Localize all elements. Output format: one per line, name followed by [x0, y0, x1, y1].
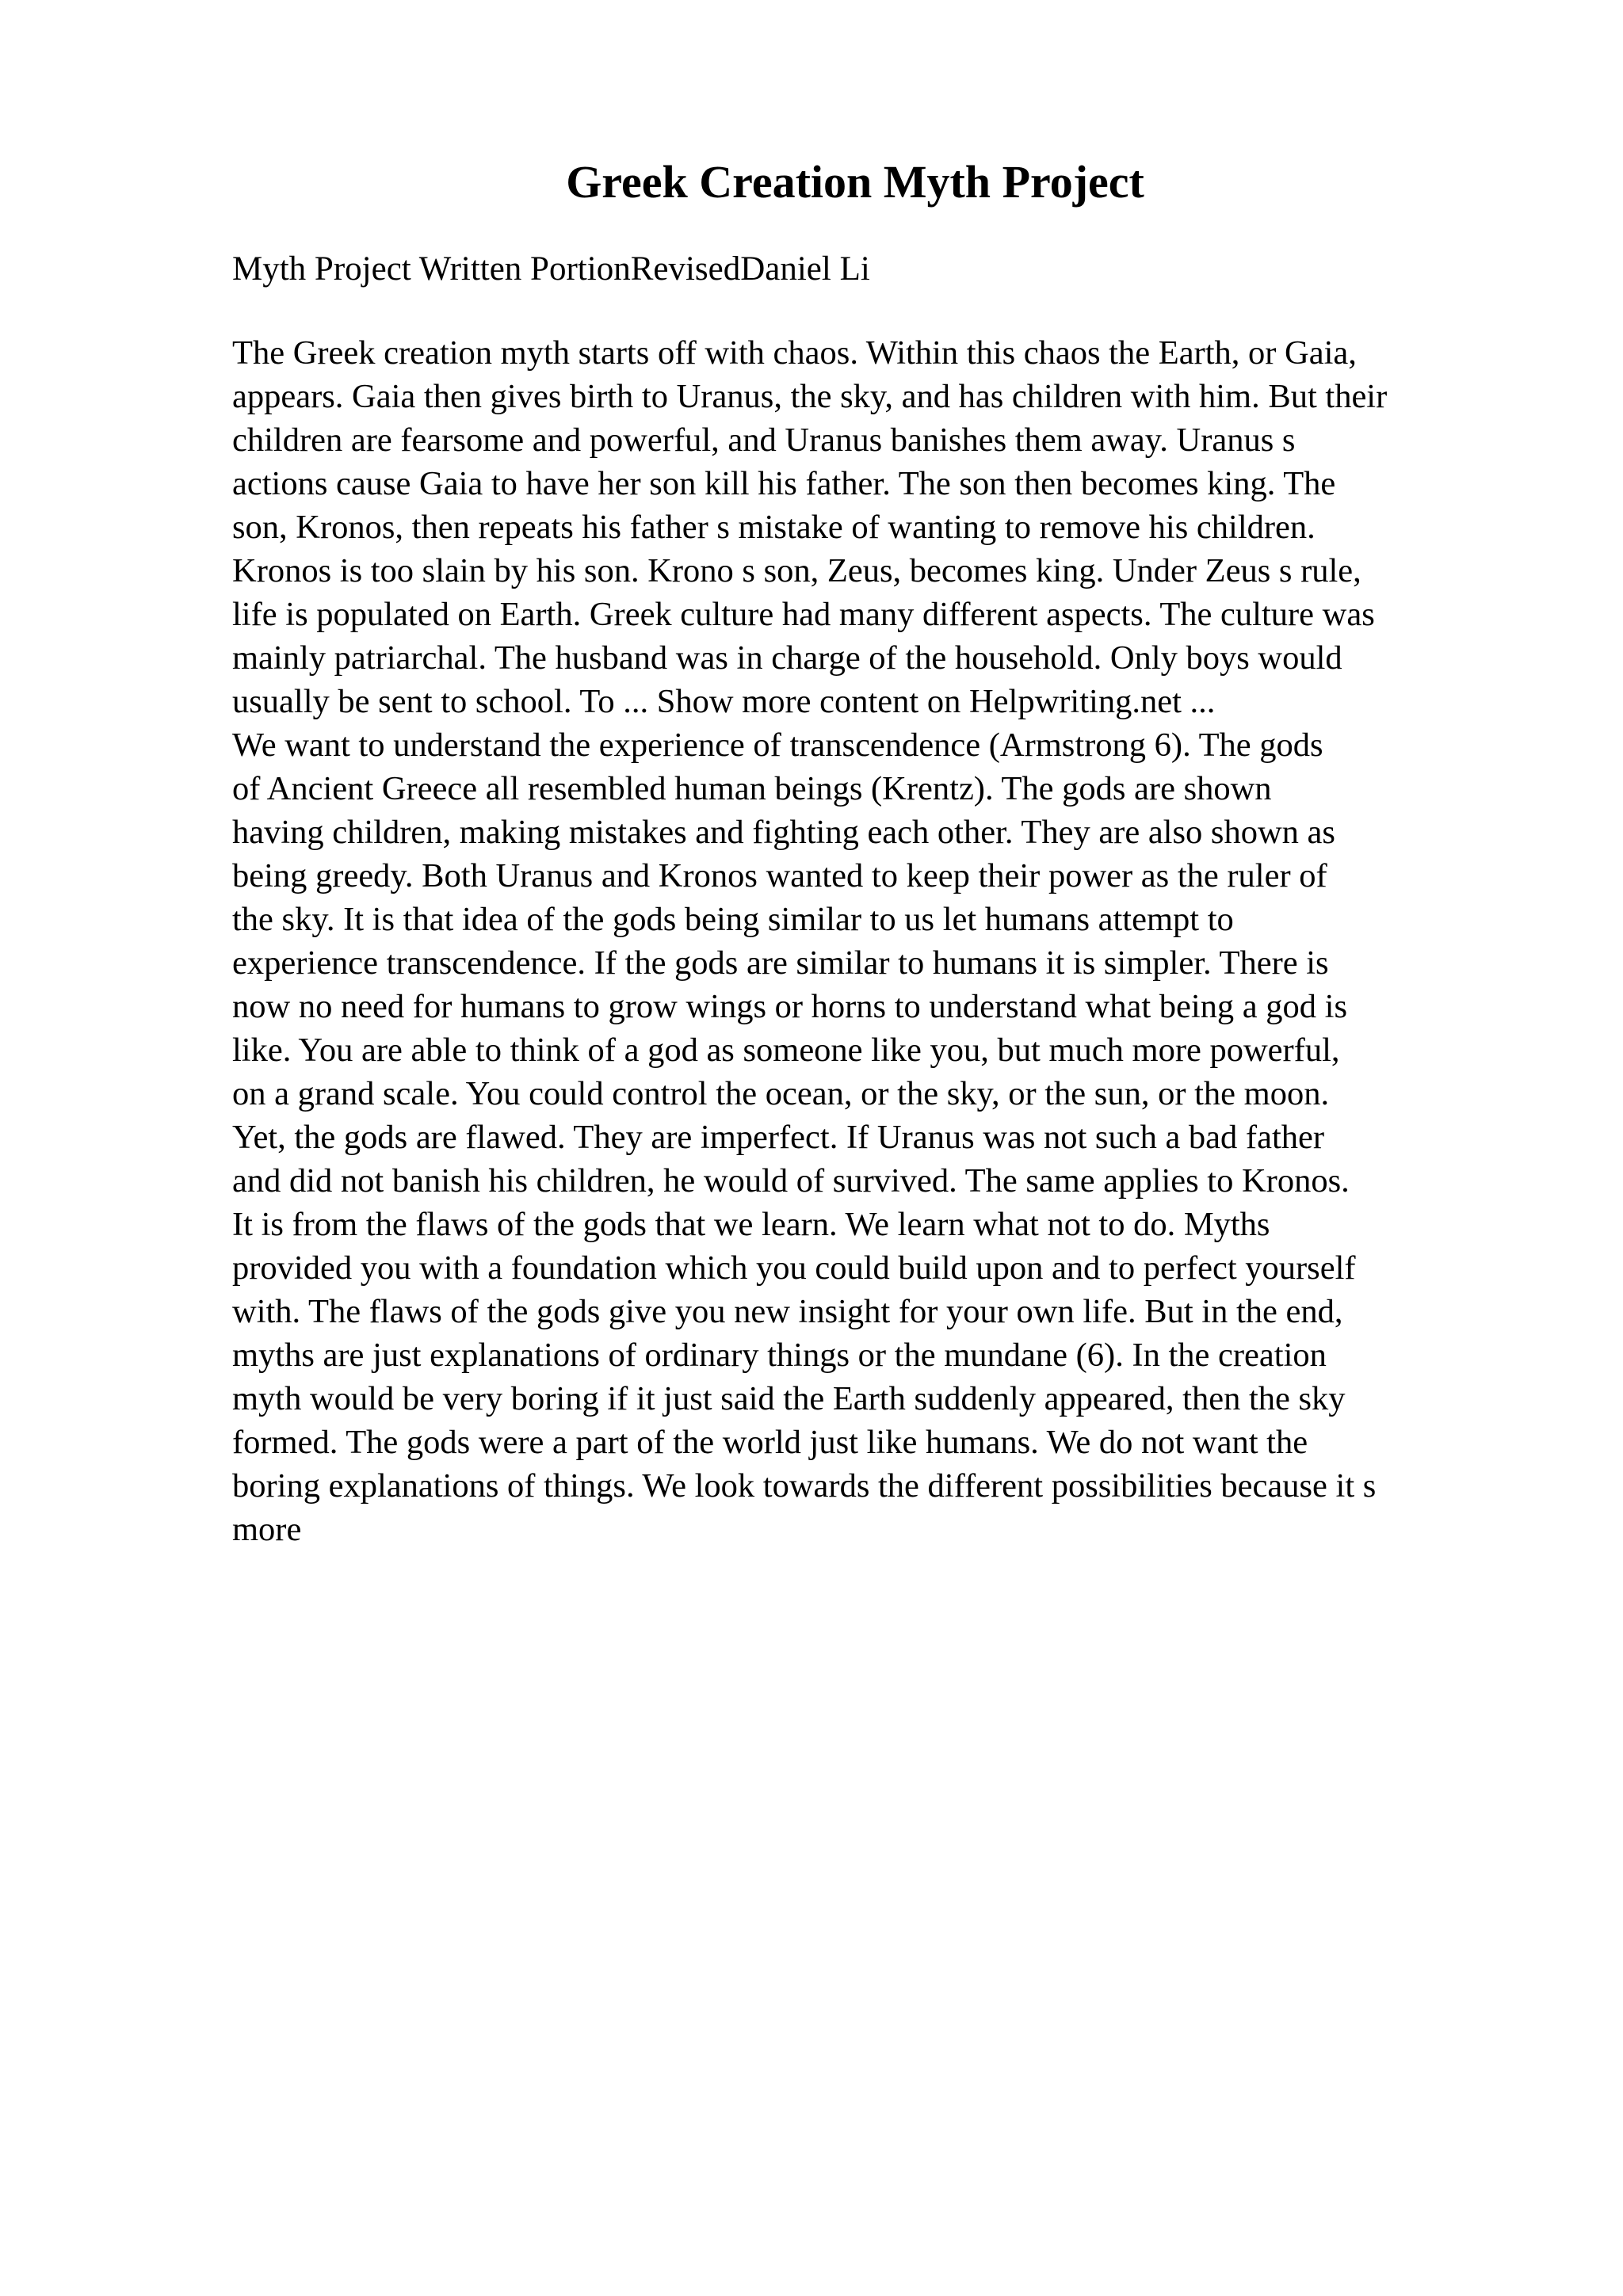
- body-line: life is populated on Earth. Greek culture had many different aspects. The culture was: [232, 596, 1375, 633]
- body-line: mainly patriarchal. The husband was in charge of the household. Only boys would: [232, 639, 1342, 677]
- body-line: Yet, the gods are flawed. They are imperfect. If Uranus was not such a bad father: [232, 1119, 1325, 1156]
- document-subtitle: Myth Project Written PortionRevisedDaniel Li: [232, 250, 870, 288]
- body-line: The Greek creation myth starts off with chaos. Within this chaos the Earth, or Gaia,: [232, 334, 1357, 372]
- body-line: the sky. It is that idea of the gods being similar to us let humans attempt to: [232, 901, 1234, 938]
- body-line: formed. The gods were a part of the world just like humans. We do not want the: [232, 1424, 1308, 1461]
- body-line: It is from the flaws of the gods that we learn. We learn what not to do. Myths: [232, 1206, 1270, 1243]
- body-line: of Ancient Greece all resembled human beings (Krentz). The gods are shown: [232, 770, 1272, 807]
- body-line: being greedy. Both Uranus and Kronos wanted to keep their power as the ruler of: [232, 857, 1327, 894]
- body-line: with. The flaws of the gods give you new insight for your own life. But in the end,: [232, 1293, 1343, 1330]
- body-text: [232, 331, 1387, 1551]
- body-line: having children, making mistakes and fighting each other. They are also shown as: [232, 814, 1335, 851]
- body-line: boring explanations of things. We look towards the different possibilities because it s: [232, 1467, 1377, 1505]
- body-line: provided you with a foundation which you could build upon and to perfect yourself: [232, 1249, 1356, 1287]
- page-title: Greek Creation Myth Project: [566, 156, 1144, 208]
- body-line: Kronos is too slain by his son. Krono s son, Zeus, becomes king. Under Zeus s rule,: [232, 552, 1361, 589]
- body-line: myths are just explanations of ordinary things or the mundane (6). In the creation: [232, 1337, 1327, 1374]
- body-line: experience transcendence. If the gods are similar to humans it is simpler. There is: [232, 944, 1329, 982]
- body-line: and did not banish his children, he would of survived. The same applies to Kronos.: [232, 1162, 1350, 1199]
- body-line: usually be sent to school. To ... Show more content on Helpwriting.net ...: [232, 683, 1216, 720]
- body-line: We want to understand the experience of transcendence (Armstrong 6). The gods: [232, 727, 1323, 764]
- body-line: more: [232, 1511, 302, 1548]
- body-line: now no need for humans to grow wings or horns to understand what being a god is: [232, 988, 1348, 1025]
- body-line: appears. Gaia then gives birth to Uranus, the sky, and has children with him. But their: [232, 378, 1388, 415]
- body-line: children are fearsome and powerful, and Uranus banishes them away. Uranus s: [232, 421, 1296, 459]
- body-line: actions cause Gaia to have her son kill his father. The son then becomes king. The: [232, 465, 1336, 502]
- body-line: myth would be very boring if it just said the Earth suddenly appeared, then the sky: [232, 1380, 1346, 1417]
- body-line: son, Kronos, then repeats his father s mistake of wanting to remove his children.: [232, 509, 1316, 546]
- body-line: like. You are able to think of a god as someone like you, but much more powerful,: [232, 1032, 1340, 1069]
- body-line: on a grand scale. You could control the ocean, or the sky, or the sun, or the moon.: [232, 1075, 1330, 1112]
